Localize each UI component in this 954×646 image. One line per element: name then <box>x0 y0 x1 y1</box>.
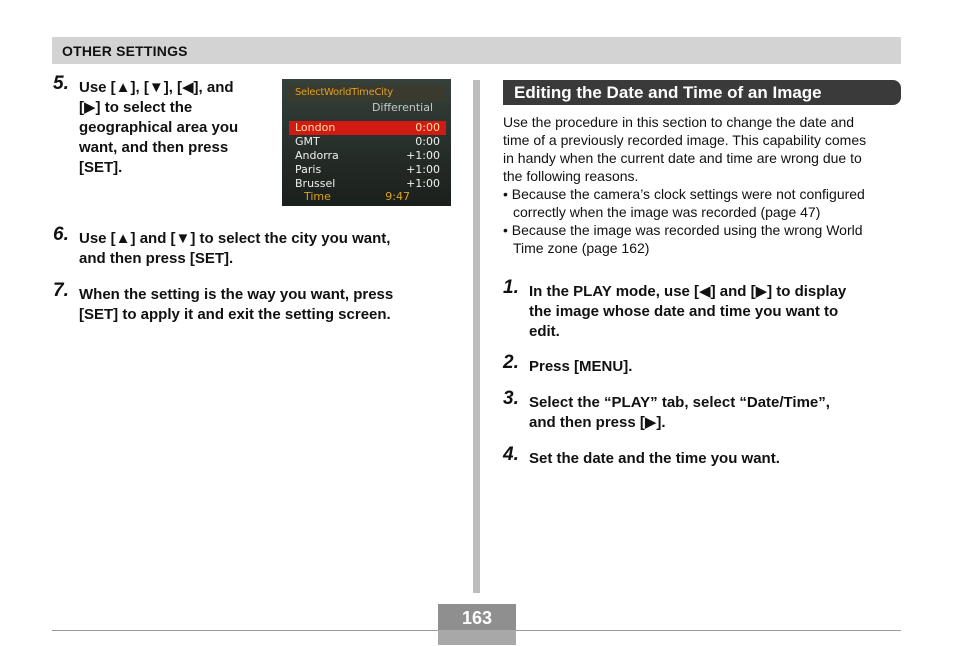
section-title: OTHER SETTINGS <box>62 43 188 59</box>
lcd-time-row <box>289 190 446 204</box>
city-name: Brussel <box>295 177 336 190</box>
lcd-subtitle: Differential <box>371 101 433 114</box>
step-line: Select the “PLAY” tab, select “Date/Time”, <box>529 394 830 411</box>
bullet-item <box>503 185 901 221</box>
city-offset: +1:00 <box>406 177 440 190</box>
lcd-city-row <box>289 149 446 163</box>
city-offset: +1:00 <box>406 149 440 162</box>
step-line: Press [MENU]. <box>529 358 633 375</box>
step-6 <box>53 224 459 269</box>
step-line: edit. <box>529 323 560 340</box>
intro-line: Use the procedure in this section to change the date and <box>503 114 855 130</box>
step-line: [SET]. <box>79 159 123 176</box>
page-number-bottom <box>438 630 516 645</box>
lcd-city-row <box>289 163 446 177</box>
section-header-bar <box>52 37 901 64</box>
section-heading-bar <box>503 80 901 105</box>
page-number-box <box>438 604 516 645</box>
city-offset: +1:00 <box>406 163 440 176</box>
step-number: 1. <box>503 277 519 298</box>
time-value: 9:47 <box>385 190 410 203</box>
bullet-item <box>503 221 901 257</box>
step-1 <box>503 277 901 342</box>
step-line: and then press [SET]. <box>79 250 234 267</box>
step-number: 2. <box>503 352 519 373</box>
step-number: 6. <box>53 224 69 245</box>
intro-text <box>503 113 901 257</box>
column-divider <box>473 80 480 593</box>
city-name: Paris <box>295 163 322 176</box>
lcd-city-row <box>289 177 446 191</box>
step-line: [▶] to select the <box>79 99 193 116</box>
step-number: 3. <box>503 388 519 409</box>
step-3 <box>503 388 901 433</box>
step-line: Use [▲] and [▼] to select the city you want, <box>79 230 391 247</box>
page-number: 163 <box>461 608 493 628</box>
city-offset: 0:00 <box>415 135 440 148</box>
bullet-line: correctly when the image was recorded (page 47) <box>513 204 821 220</box>
city-offset: 0:00 <box>415 121 440 134</box>
lcd-city-row-selected <box>289 121 446 135</box>
step-line: [SET] to apply it and exit the setting screen. <box>79 306 391 323</box>
city-name: London <box>295 121 336 134</box>
step-2 <box>503 352 901 377</box>
time-label: Time <box>304 190 331 203</box>
intro-line: the following reasons. <box>503 168 639 184</box>
step-line: the image whose date and time you want to <box>529 303 839 320</box>
bullet-line: Time zone (page 162) <box>513 240 650 256</box>
step-7 <box>53 280 459 325</box>
lcd-city-row <box>289 135 446 149</box>
step-line: want, and then press <box>79 139 229 156</box>
bullet-line: • Because the image was recorded using the wrong World <box>503 222 863 238</box>
bullet-line: • Because the camera’s clock settings were not configured <box>503 186 865 202</box>
city-name: GMT <box>295 135 320 148</box>
step-line: Set the date and the time you want. <box>529 450 780 467</box>
step-line: In the PLAY mode, use [◀] and [▶] to display <box>529 283 847 300</box>
intro-line: time of a previously recorded image. This capability comes <box>503 132 867 148</box>
step-number: 4. <box>503 444 519 465</box>
step-4 <box>503 444 901 469</box>
step-line: and then press [▶]. <box>529 414 666 431</box>
step-line: Use [▲], [▼], [◀], and <box>79 79 234 96</box>
step-line: geographical area you <box>79 119 239 136</box>
step-5 <box>53 73 269 178</box>
step-number: 5. <box>53 73 69 94</box>
intro-line: in handy when the current date and time are wrong due to <box>503 150 862 166</box>
lcd-title: SelectWorldTimeCity <box>287 85 446 101</box>
step-number: 7. <box>53 280 69 301</box>
section-heading: Editing the Date and Time of an Image <box>514 83 822 102</box>
city-name: Andorra <box>295 149 339 162</box>
step-line: When the setting is the way you want, press <box>79 286 394 303</box>
camera-lcd-screen <box>282 79 451 206</box>
